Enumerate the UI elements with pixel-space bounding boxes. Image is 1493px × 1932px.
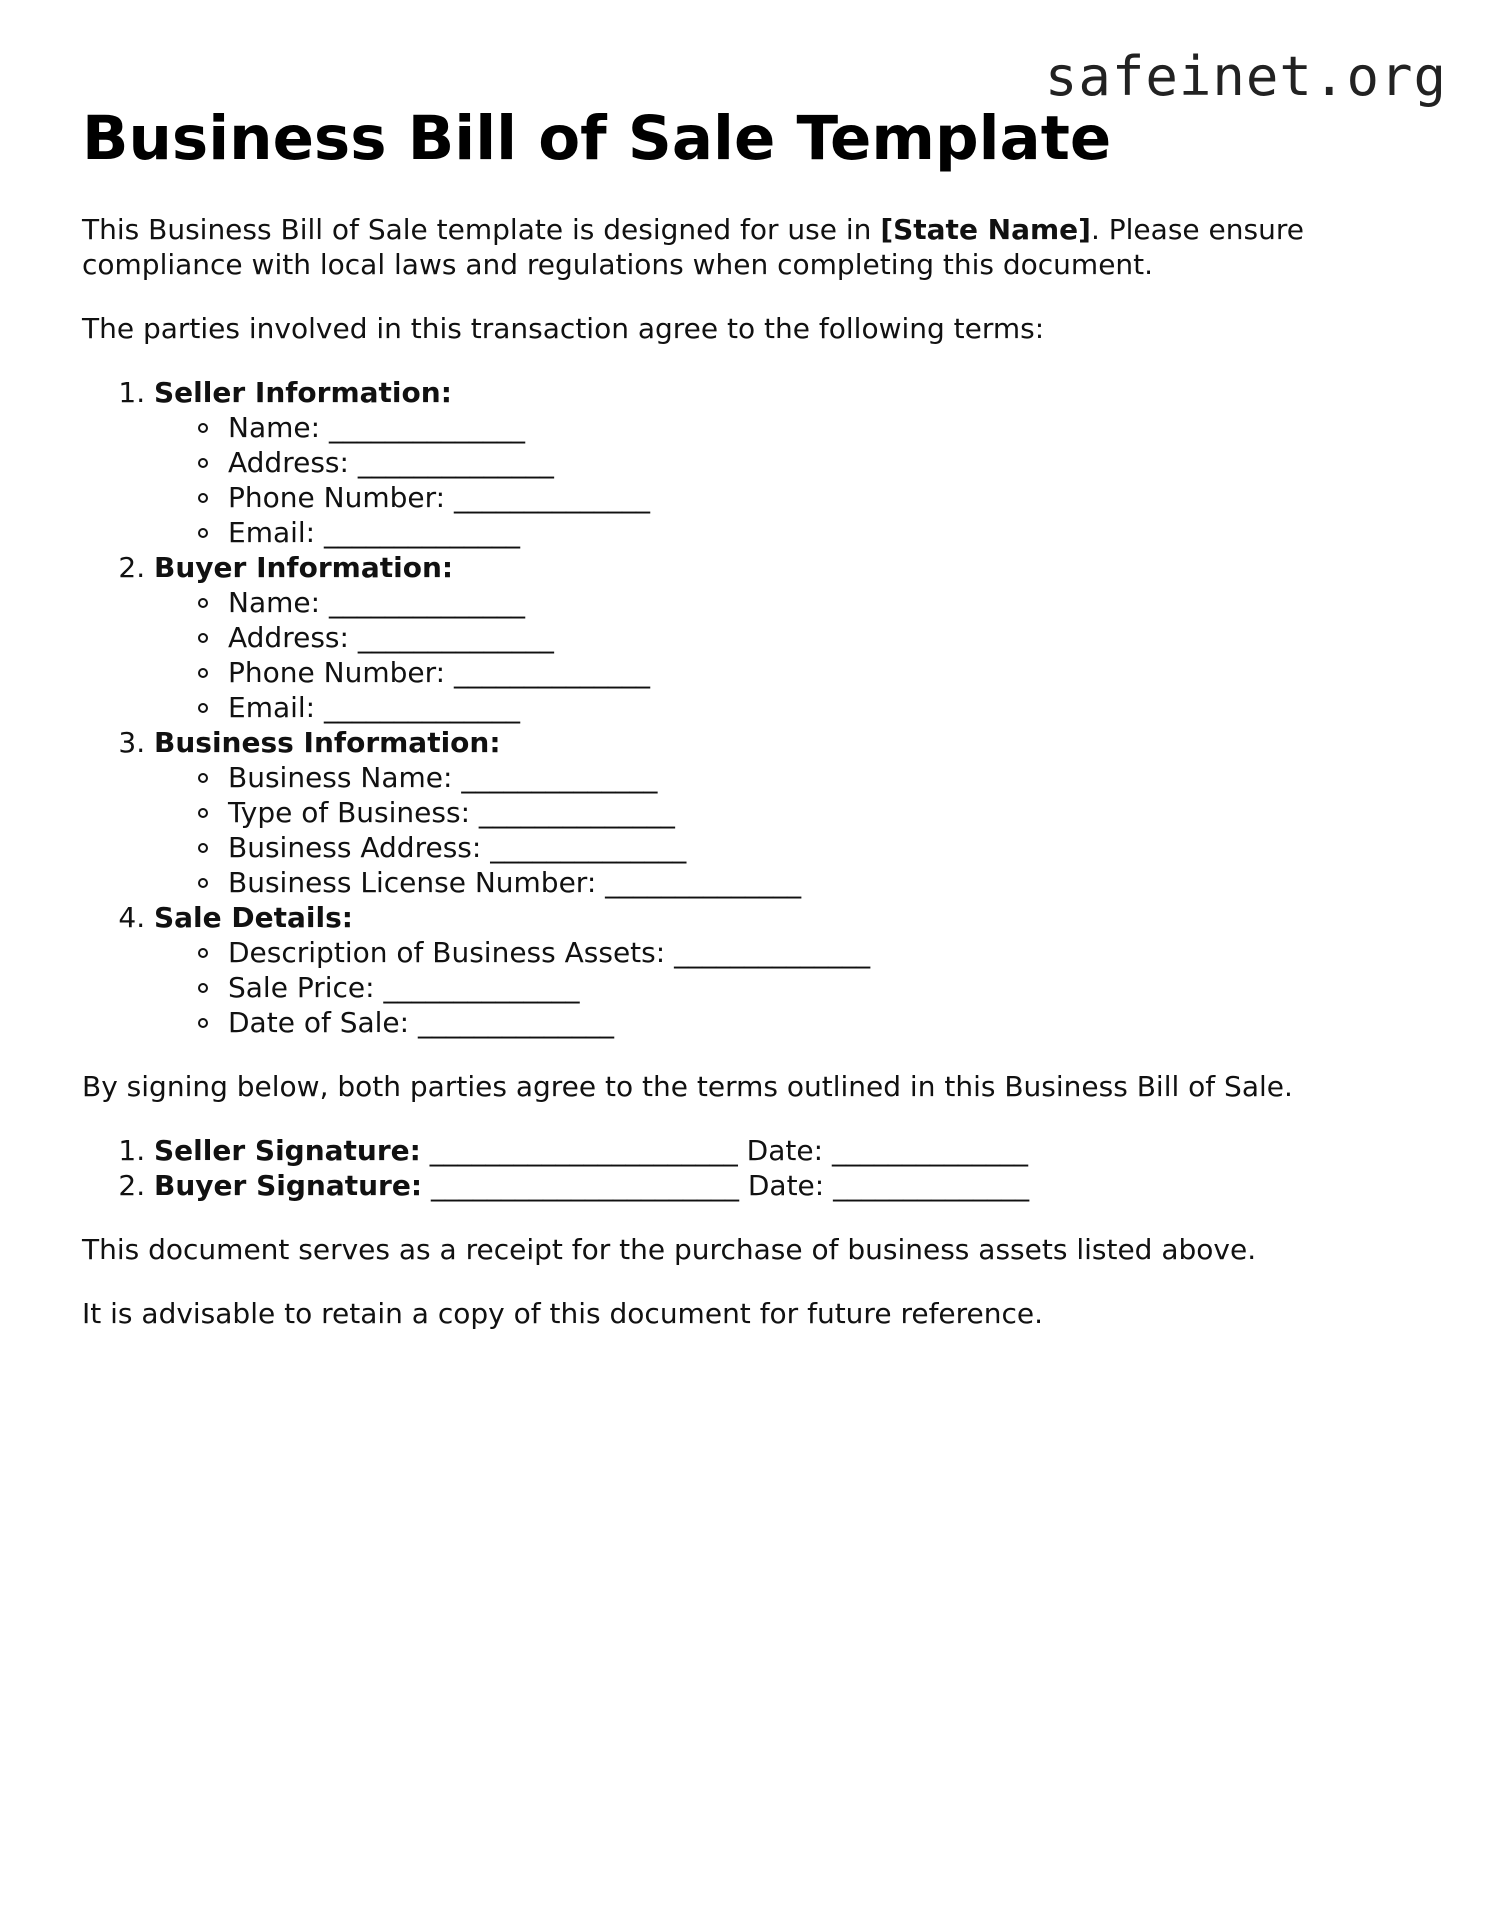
blank-line: ______________	[478, 796, 675, 830]
signing-paragraph: By signing below, both parties agree to the terms outlined in this Business Bill of Sale.	[82, 1070, 1293, 1104]
seller-signature-line: 1. Seller Signature: ______________________ Date: ______________	[154, 1133, 1422, 1168]
intro-paragraph	[82, 212, 1422, 282]
section-heading: Business Information:	[154, 726, 501, 760]
date-blank: ______________	[833, 1169, 1030, 1203]
buyer-signature-line: 2. Buyer Signature: ______________________ Date: ______________	[154, 1168, 1422, 1203]
date-blank: ______________	[831, 1134, 1028, 1168]
field-description-of-assets: Description of Business Assets: ______________	[228, 935, 1422, 970]
signature-blank: ______________________	[429, 1134, 738, 1168]
section-heading: Buyer Information:	[154, 551, 454, 585]
section-business-information	[154, 725, 1422, 900]
blank-line: ______________	[324, 691, 521, 725]
field-date-of-sale: Date of Sale: ______________	[228, 1005, 1422, 1040]
blank-line: ______________	[605, 866, 802, 900]
blank-line: ______________	[328, 586, 525, 620]
section-heading: Sale Details:	[154, 901, 353, 935]
receipt-paragraph: This document serves as a receipt for the purchase of business assets listed above.	[82, 1233, 1257, 1267]
retain-paragraph: It is advisable to retain a copy of this document for future reference.	[82, 1297, 1044, 1331]
field-buyer-email: Email: ______________	[228, 690, 1422, 725]
parties-paragraph: The parties involved in this transaction agree to the following terms:	[82, 312, 1045, 346]
blank-line: ______________	[357, 446, 554, 480]
field-seller-address: Address: ______________	[228, 445, 1422, 480]
field-buyer-address: Address: ______________	[228, 620, 1422, 655]
blank-line: ______________	[453, 656, 650, 690]
field-list	[154, 760, 1422, 900]
signature-list	[82, 1133, 1422, 1203]
field-seller-name: Name: ______________	[228, 410, 1422, 445]
field-list	[154, 585, 1422, 725]
state-name-placeholder: [State Name]	[880, 213, 1091, 247]
field-business-license-number: Business License Number: ______________	[228, 865, 1422, 900]
blank-line: ______________	[461, 761, 658, 795]
intro-text-after: . Please ensure compliance with local laws and regulations when completing this document.	[82, 213, 1304, 282]
blank-line: ______________	[324, 516, 521, 550]
section-sale-details	[154, 900, 1422, 1040]
field-buyer-name: Name: ______________	[228, 585, 1422, 620]
blank-line: ______________	[418, 1006, 614, 1040]
intro-text-before: This Business Bill of Sale template is designed for use in	[82, 213, 881, 247]
field-list	[154, 935, 1422, 1040]
field-seller-email: Email: ______________	[228, 515, 1422, 550]
page-title: Business Bill of Sale Template	[82, 103, 1112, 174]
terms-list	[82, 375, 1422, 1040]
blank-line: ______________	[490, 831, 687, 865]
section-seller-information	[154, 375, 1422, 550]
section-buyer-information	[154, 550, 1422, 725]
signature-blank: ______________________	[430, 1169, 739, 1203]
field-type-of-business: Type of Business: ______________	[228, 795, 1422, 830]
field-buyer-phone: Phone Number: ______________	[228, 655, 1422, 690]
field-seller-phone: Phone Number: ______________	[228, 480, 1422, 515]
blank-line: ______________	[357, 621, 554, 655]
blank-line: ______________	[383, 971, 580, 1005]
blank-line: ______________	[453, 481, 650, 515]
document-body	[82, 104, 1422, 1331]
watermark: safeinet.org	[1044, 45, 1447, 108]
field-sale-price: Sale Price: ______________	[228, 970, 1422, 1005]
field-list	[154, 410, 1422, 550]
blank-line: ______________	[328, 411, 525, 445]
section-heading: Seller Information:	[154, 376, 452, 410]
blank-line: ______________	[674, 936, 871, 970]
field-business-address: Business Address: ______________	[228, 830, 1422, 865]
field-business-name: Business Name: ______________	[228, 760, 1422, 795]
